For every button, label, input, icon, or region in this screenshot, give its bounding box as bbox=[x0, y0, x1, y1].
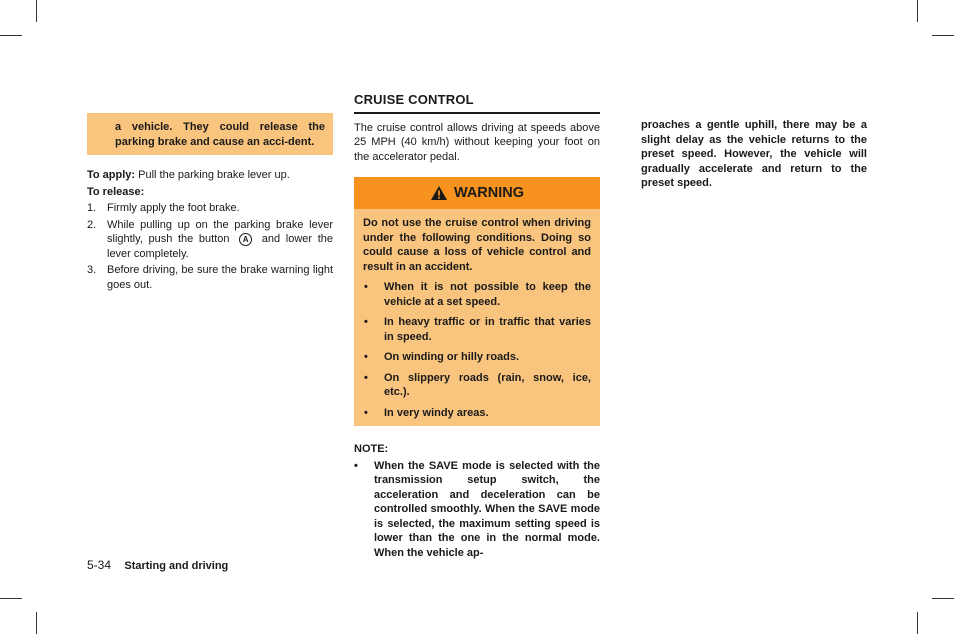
apply-label: To apply: bbox=[87, 169, 136, 181]
middle-column bbox=[354, 93, 600, 560]
button-a-badge: A bbox=[239, 233, 252, 246]
note-text: When the SAVE mode is selected with the transmission setup switch, the acceleration and deceleration can be controlled smoothly. When the SAVE mode is selected, the maximum setting speed is lower than the one in the normal mode. When the vehicle ap- bbox=[374, 459, 600, 559]
step-number: 3. bbox=[87, 264, 97, 276]
crop-mark bbox=[932, 35, 954, 36]
crop-mark bbox=[932, 598, 954, 599]
release-step bbox=[87, 201, 333, 216]
bullet-dot: • bbox=[364, 316, 368, 328]
step-text-after: and lower the lever completely. bbox=[107, 233, 333, 260]
step-text-before: While pulling up on the parking brake lever slightly, push the button bbox=[107, 218, 333, 245]
warning-bullet bbox=[363, 350, 591, 365]
bullet-dot: • bbox=[364, 351, 368, 363]
bullet-dot: • bbox=[354, 459, 358, 472]
bullet-dot: • bbox=[364, 281, 368, 293]
warning-header bbox=[354, 177, 600, 209]
warning-lead: Do not use the cruise control when driving under the following conditions. Doing so could cause a loss of vehicle control and result in an accident. bbox=[363, 217, 591, 273]
warning-box bbox=[354, 177, 600, 426]
crop-mark bbox=[0, 35, 22, 36]
bullet-text: In heavy traffic or in traffic that varies in speed. bbox=[384, 316, 591, 343]
warning-bullet bbox=[363, 406, 591, 421]
section-title: CRUISE CONTROL bbox=[354, 93, 600, 114]
warning-body bbox=[354, 209, 600, 426]
warning-bullet bbox=[363, 371, 591, 400]
step-text: Firmly apply the foot brake. bbox=[107, 202, 240, 214]
page-number: 5-34 bbox=[87, 558, 112, 572]
bullet-dot: • bbox=[364, 371, 368, 384]
step-number: 1. bbox=[87, 202, 97, 214]
footer-section: Starting and driving bbox=[124, 560, 229, 572]
release-label: To release: bbox=[87, 185, 145, 198]
note-title: NOTE: bbox=[354, 443, 389, 455]
warning-triangle-icon bbox=[430, 185, 448, 201]
warning-heading: WARNING bbox=[453, 184, 525, 201]
step-text: Before driving, be sure the brake warning light goes out. bbox=[107, 264, 333, 291]
bullet-text: On winding or hilly roads. bbox=[384, 351, 520, 363]
crop-mark bbox=[917, 0, 918, 22]
continued-note-text: proaches a gentle uphill, there may be a slight delay as the vehicle returns to the preset speed. However, the vehicle will gradually accelerate and return to the preset speed. bbox=[641, 119, 867, 189]
bullet-text: On slippery roads (rain, snow, ice, etc.). bbox=[384, 371, 591, 398]
warning-bullet bbox=[363, 280, 591, 309]
bullet-dot: • bbox=[364, 406, 368, 419]
crop-mark bbox=[36, 0, 37, 22]
bullet-text: When it is not possible to keep the vehicle at a set speed. bbox=[384, 281, 591, 308]
intro-paragraph: The cruise control allows driving at speeds above 25 MPH (40 km/h) without keeping your foot on the accelerator pedal. bbox=[354, 121, 600, 163]
warning-bullet bbox=[363, 315, 591, 344]
release-step bbox=[87, 218, 333, 262]
crop-mark bbox=[0, 598, 22, 599]
release-step bbox=[87, 263, 333, 292]
step-text bbox=[107, 218, 333, 262]
continued-warning-box: a vehicle. They could release the parking brake and cause an acci-dent. bbox=[87, 113, 333, 155]
step-number: 2. bbox=[87, 218, 97, 231]
left-column bbox=[87, 113, 333, 292]
note-bullet bbox=[354, 459, 600, 561]
right-column bbox=[641, 118, 867, 191]
page-footer bbox=[87, 558, 228, 574]
crop-mark bbox=[36, 612, 37, 634]
crop-mark bbox=[917, 612, 918, 634]
apply-text: Pull the parking brake lever up. bbox=[138, 169, 290, 181]
bullet-text: In very windy areas. bbox=[384, 406, 489, 419]
apply-paragraph bbox=[87, 168, 333, 183]
